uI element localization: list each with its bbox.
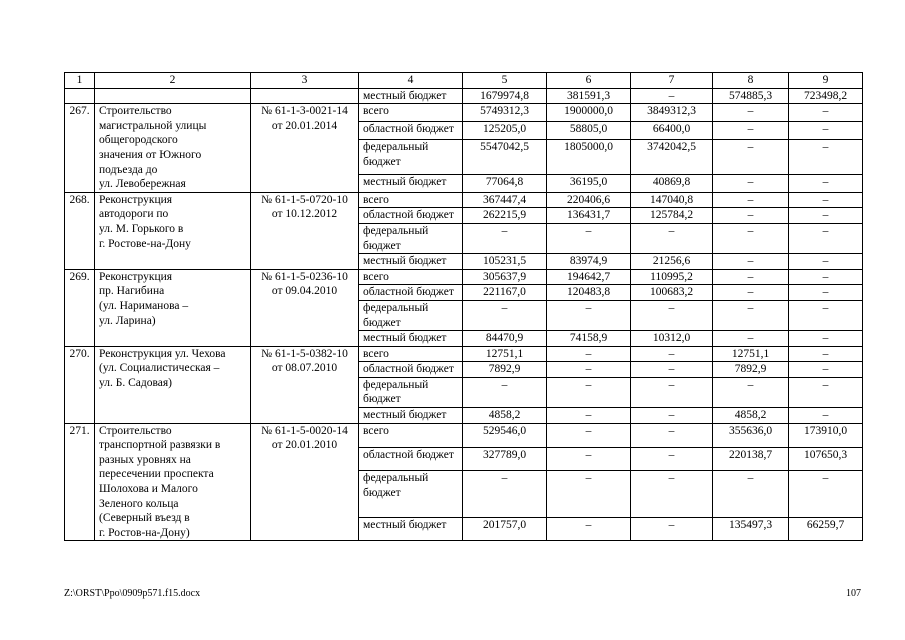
project-name-line: (Северный въезд в [99,512,190,525]
value-cell: – [789,362,863,378]
fund-label: местный бюджет [359,254,463,270]
project-name-line: магистральной улицы [99,119,207,132]
header-row [65,73,863,89]
document-reference [251,192,359,269]
file-path: Z:\ORST\Ppo\0909p571.f15.docx [64,588,201,599]
value-cell: 221167,0 [463,285,547,301]
fund-label: местный бюджет [359,408,463,424]
value-cell: – [631,362,713,378]
document-reference-line: от 20.01.2014 [271,119,338,132]
value-cell: 10312,0 [631,331,713,347]
value-cell: – [547,471,631,517]
value-cell: – [789,285,863,301]
value-cell: – [789,346,863,362]
value-cell: – [631,471,713,517]
value-cell: 3742042,5 [631,140,713,175]
value-cell: – [463,377,547,407]
budget-table [64,72,863,541]
fund-label: всего [359,192,463,208]
value-cell: – [631,447,713,471]
fund-label: всего [359,346,463,362]
project-name-line: ул. Ларина) [99,314,156,327]
document-reference [251,346,359,423]
document-reference-line: от 08.07.2010 [271,362,338,375]
value-cell: – [547,223,631,253]
col-3-header: 3 [251,73,359,89]
value-cell: 74158,9 [547,331,631,347]
document-reference-line: от 20.01.2010 [271,439,338,452]
value-cell: 12751,1 [463,346,547,362]
value-cell: 40869,8 [631,174,713,192]
project-name-line: г. Ростове-на-Дону [99,237,191,250]
table-row [65,269,863,285]
value-cell: 77064,8 [463,174,547,192]
value-cell: 21256,6 [631,254,713,270]
value-cell: 5547042,5 [463,140,547,175]
project-name-line: (ул. Социалистическая – [99,362,220,375]
value-cell: – [631,300,713,330]
value-cell: – [789,269,863,285]
project-name-line: Реконструкция [99,193,173,206]
continuation-row [65,88,863,104]
value-cell: – [547,447,631,471]
value-cell: – [631,423,713,447]
value-cell: 5749312,3 [463,104,547,122]
table-row [65,192,863,208]
col-7-header: 7 [631,73,713,89]
document-reference [251,269,359,346]
page-number: 107 [846,588,861,599]
value-cell: – [789,254,863,270]
value-cell: 367447,4 [463,192,547,208]
value-cell: 355636,0 [713,423,789,447]
value-cell: – [789,122,863,140]
value-cell: – [547,300,631,330]
value-cell: 110995,2 [631,269,713,285]
value-cell: – [713,192,789,208]
value-cell: 1805000,0 [547,140,631,175]
document-reference [251,423,359,541]
project-name-line: транспортной развязки в [99,439,221,452]
value-cell: 4858,2 [713,408,789,424]
value-cell: – [631,408,713,424]
value-cell: – [631,223,713,253]
value-cell: – [547,346,631,362]
value-cell: 7892,9 [713,362,789,378]
value-cell: 327789,0 [463,447,547,471]
value-cell: 125205,0 [463,122,547,140]
value-cell: – [789,174,863,192]
value-cell: – [547,377,631,407]
value-cell: 66259,7 [789,517,863,541]
value-cell: – [463,471,547,517]
value-cell: – [789,471,863,517]
value-cell: – [789,223,863,253]
value-cell: 66400,0 [631,122,713,140]
value-cell: 7892,9 [463,362,547,378]
entry-number: 270. [65,346,95,423]
col-8-header: 8 [713,73,789,89]
document-reference-line: от 09.04.2010 [271,285,338,298]
fund-label: федеральный бюджет [359,223,463,253]
col-6-header: 6 [547,73,631,89]
value-cell: – [547,423,631,447]
value-cell: 3849312,3 [631,104,713,122]
col-9-header: 9 [789,73,863,89]
fund-label: местный бюджет [359,174,463,192]
value-cell: – [789,408,863,424]
project-name-line: значения от Южного [99,148,202,161]
value-cell: 83974,9 [547,254,631,270]
project-name-line: (ул. Нариманова – [99,299,189,312]
value-cell: – [631,517,713,541]
project-name-line: пр. Нагибина [99,285,165,298]
project-name [95,104,251,193]
fund-label: всего [359,423,463,447]
document-reference-line: от 10.12.2012 [271,208,338,221]
project-name-line: Зеленого кольца [99,497,179,510]
col-5-header: 5 [463,73,547,89]
fund-label: областной бюджет [359,285,463,301]
fund-label: местный бюджет [359,331,463,347]
project-name-line: ул. М. Горького в [99,222,184,235]
project-name-line: общегородского [99,134,178,147]
document-reference-line: № 61-1-5-0720-10 [261,193,348,206]
table-body [65,88,863,541]
project-name-line: Строительство [99,424,172,437]
value-cell: – [713,140,789,175]
value-cell: 220138,7 [713,447,789,471]
value-cell: – [713,331,789,347]
table-row [65,423,863,447]
project-name-line: ул. Левобережная [99,178,186,191]
value-cell: 125784,2 [631,208,713,224]
value-cell: – [631,88,713,104]
value-cell: 1679974,8 [463,88,547,104]
value-cell: 100683,2 [631,285,713,301]
project-name-line: разных уровнях на [99,453,191,466]
document-reference-line: № 61-1-5-0020-14 [261,424,348,437]
value-cell: – [463,300,547,330]
value-cell: – [547,408,631,424]
value-cell: 173910,0 [789,423,863,447]
fund-label: федеральный бюджет [359,300,463,330]
project-name-line: Реконструкция [99,270,173,283]
value-cell: – [789,300,863,330]
value-cell: – [789,208,863,224]
table-row [65,346,863,362]
value-cell: 305637,9 [463,269,547,285]
value-cell: – [713,223,789,253]
entry-number: 271. [65,423,95,541]
project-name [95,423,251,541]
col-2-header: 2 [95,73,251,89]
value-cell: 135497,3 [713,517,789,541]
fund-label: областной бюджет [359,208,463,224]
value-cell: – [789,104,863,122]
col-1-header: 1 [65,73,95,89]
project-name-line: подъезда до [99,163,158,176]
value-cell: – [713,285,789,301]
value-cell: 4858,2 [463,408,547,424]
value-cell: – [713,471,789,517]
value-cell: 105231,5 [463,254,547,270]
document-reference-line: № 61-1-5-0382-10 [261,347,348,360]
table-row [65,104,863,122]
fund-label: федеральный бюджет [359,377,463,407]
project-name-line: Шолохова и Малого [99,483,198,496]
entry-number: 269. [65,269,95,346]
value-cell: 147040,8 [631,192,713,208]
entry-number: 268. [65,192,95,269]
value-cell: – [547,362,631,378]
value-cell: – [547,517,631,541]
value-cell: – [713,254,789,270]
value-cell: 381591,3 [547,88,631,104]
value-cell: – [713,122,789,140]
value-cell: 201757,0 [463,517,547,541]
fund-label: местный бюджет [359,517,463,541]
project-name [95,269,251,346]
fund-label: областной бюджет [359,362,463,378]
value-cell: 194642,7 [547,269,631,285]
project-name-line: г. Ростов-на-Дону) [99,526,190,539]
value-cell: – [713,208,789,224]
value-cell: – [713,300,789,330]
value-cell: – [713,174,789,192]
value-cell: 1900000,0 [547,104,631,122]
value-cell: 136431,7 [547,208,631,224]
value-cell: 58805,0 [547,122,631,140]
value-cell: – [789,140,863,175]
fund-label: федеральный бюджет [359,471,463,517]
value-cell: 723498,2 [789,88,863,104]
value-cell: 120483,8 [547,285,631,301]
value-cell: 220406,6 [547,192,631,208]
value-cell: – [713,377,789,407]
value-cell: 574885,3 [713,88,789,104]
project-name-line: Строительство [99,105,172,118]
value-cell: – [789,192,863,208]
fund-label: всего [359,104,463,122]
value-cell: 107650,3 [789,447,863,471]
value-cell: – [631,346,713,362]
value-cell: – [789,377,863,407]
value-cell: 529546,0 [463,423,547,447]
fund-label: федеральный бюджет [359,140,463,175]
value-cell: 12751,1 [713,346,789,362]
document-reference-line: № 61-1-3-0021-14 [261,105,348,118]
document-reference [251,104,359,193]
col-4-header: 4 [359,73,463,89]
project-name [95,346,251,423]
fund-label: областной бюджет [359,122,463,140]
fund-label: областной бюджет [359,447,463,471]
fund-label: местный бюджет [359,88,463,104]
value-cell: – [713,269,789,285]
value-cell: – [631,377,713,407]
project-name-line: ул. Б. Садовая) [99,376,172,389]
value-cell: – [789,331,863,347]
document-reference-line: № 61-1-5-0236-10 [261,270,348,283]
value-cell: – [463,223,547,253]
value-cell: 36195,0 [547,174,631,192]
project-name-line: пересечении проспекта [99,468,214,481]
project-name [95,192,251,269]
project-name-line: автодороги по [99,208,169,221]
entry-number: 267. [65,104,95,193]
fund-label: всего [359,269,463,285]
value-cell: – [713,104,789,122]
value-cell: 84470,9 [463,331,547,347]
project-name-line: Реконструкция ул. Чехова [99,347,226,360]
value-cell: 262215,9 [463,208,547,224]
